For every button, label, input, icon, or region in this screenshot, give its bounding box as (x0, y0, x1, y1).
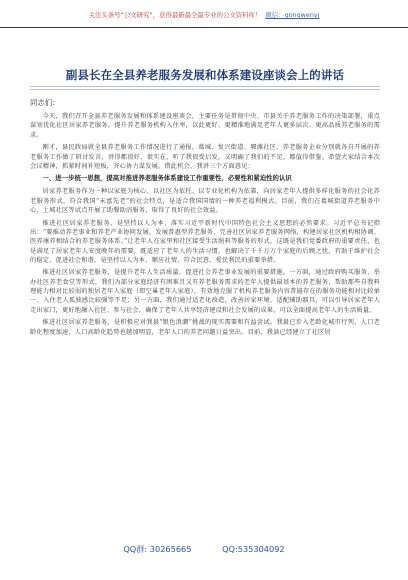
body-paragraph: 推进社区居家养老服务，是坚持以人为本、落实习近平新时代中国特色社会主义思想的必然要求。习近平总书记指出：“要推动养老事业和养老产业协同发展，发展普惠型养老服务，完善社区居家养老服务网络，构建居家社区机构相协调、医养康养相结合的养老服务体系。”让老年人在家里和社区接受生活照料等服务的形式，这既是我们党委政府的重要责任，也是满足了居家老年人安度晚年的需要，既适应了老年人的生活习惯，也解决了千千万万个家庭的后顾之忧，有助于维护社会的稳定、促进社会和谐，是坚持以人为本、顺应社情、符合民意、爱民利民的重要举措。 (30, 219, 380, 264)
title-rule-top (30, 86, 380, 87)
header-divider (0, 27, 408, 28)
footer-qq[interactable]: QQ:535304092 (222, 544, 285, 554)
body-paragraph: 居家养老服务作为一种以家庭为核心、以社区为依托、以专业化机构为依靠，向居家老年人提供多样化服务的社会化养老服务形式，符合我国“未富先老”的社会特点，是适合我国国情的一种养老福利模式。目前，我们在葛城街道养老服务中心、土城社区等试点开展了助餐助浴服务，取得了良好的社会效益。 (30, 188, 380, 215)
body-paragraph: 推进社区居家养老服务，是提升老年人生活质量，促进社会养老事业发展的重要措施。一方面，通过政府购买服务，举办社区养老食堂等形式，我们为部分家庭经济有困难且又有养老服务需求的老年人提供最基本的养老服务，帮助那些自我料理能力相对比较弱的独居老年人家庭（即空巢老年人家庭），有效地克服了机构养老服务内容普遍存在的服务功能相对比较单一、入住老人孤独感比较强等不足；另一方面，我们通过适老化改造，改善居家环境，适配辅助器具，可以引导居家老年人走出家门，更好地融入社区、参与社会，确保了老年人共享经济建设和社会发展的成果，可以全面提高老年人的生活质量。 (30, 269, 380, 314)
title-rule-bottom (30, 89, 380, 90)
footer-qq-group[interactable]: QQ群: 30265665 (123, 544, 192, 554)
speech-text (30, 112, 380, 340)
banner-promo-text: 获得最新最全最专业的公文资料库！ (159, 11, 262, 19)
footer-contact (0, 544, 408, 555)
banner-wechat-link[interactable]: 微信：gongwenyj (265, 11, 320, 19)
body-paragraph: 刚才，县民政局就全县养老服务工作情况进行了通报，葛城、复兴街道、堰滩社区、养老服务企业分别就各自开展的养老服务工作做了研讨发言，讲得都很好、很实在，听了我很受启发，又明确了我们的不足，都值得借鉴。希望大家结合本次会议精神，抓紧时间补短板，齐心协力谋发展。借此机会，我讲三个方面意见： (30, 144, 380, 170)
salutation: 同志们： (30, 98, 60, 107)
section-heading: 一、进一步统一思想，提高对推进养老服务体系建设工作重要性、必要性和紧迫性的认识 (42, 174, 292, 183)
document-title: 副县长在全县养老服务发展和体系建设座谈会上的讲话 (65, 68, 345, 82)
body-paragraph: 今天，我们召开全县养老服务发展和体系建设座谈会，主要任务是贯彻中央、市县关于养老服务工作的决策部署，重点谋划优化社区居家养老服务，提升养老服务机构入住率，以此更好、更精准地满足老年人更多层次、更高品质养老服务的需求。 (30, 113, 380, 139)
body-paragraph: 推进社区居家养老服务，是积极应对我县“银色浪潮”挑战的现实需要和有益尝试。我县已步入老龄化城市行列，人口老龄化程度加速，人口高龄化趋势也越加明显，老年人口的养老问题日益突出。目前，我县已经建立了社区居 (30, 319, 380, 336)
header-banner (0, 8, 408, 22)
banner-follow-text: 关注头条号“公文研究”， (88, 11, 160, 19)
